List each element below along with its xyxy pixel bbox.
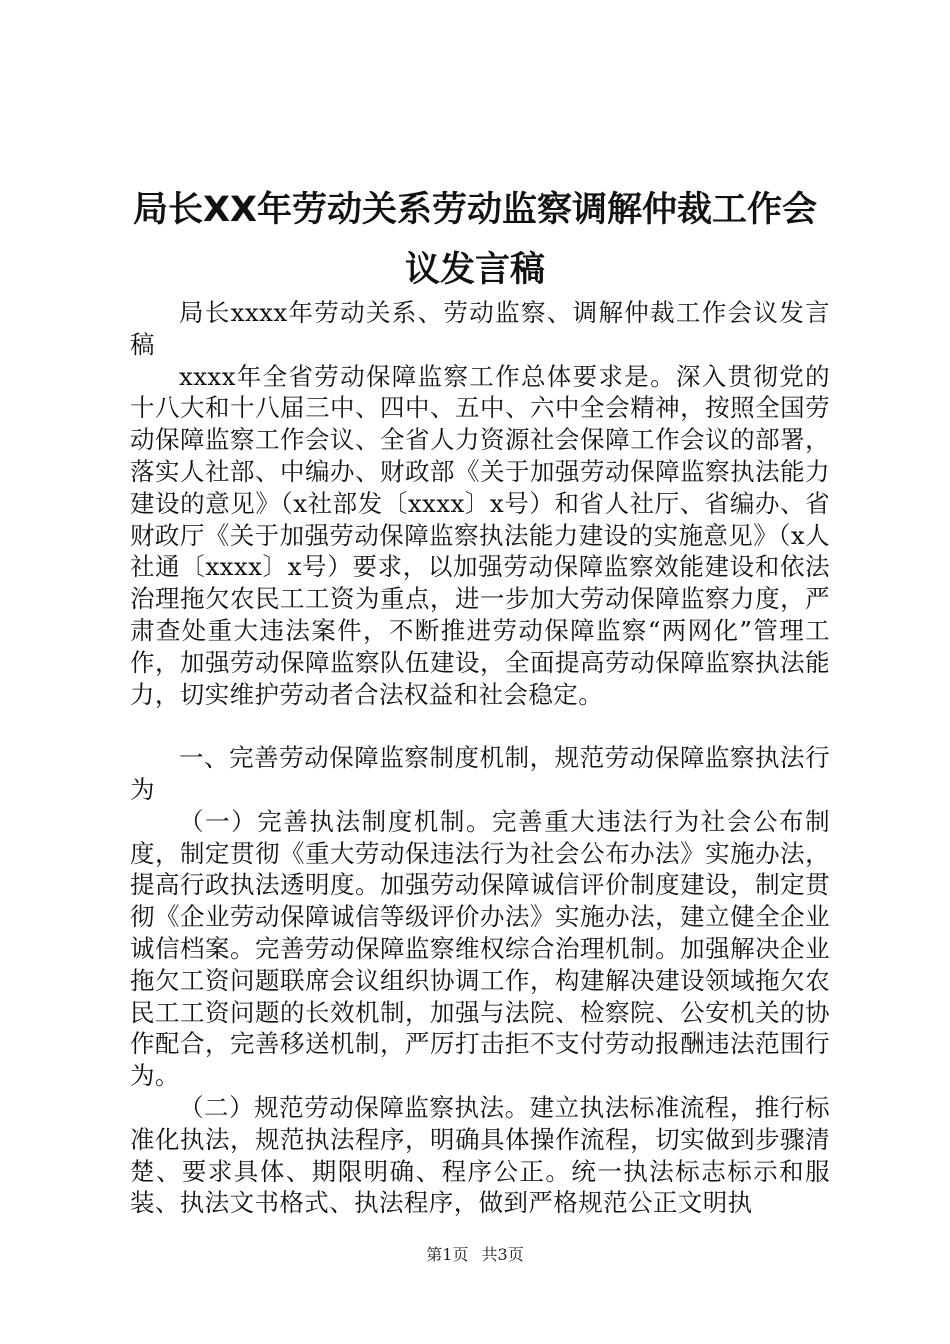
page-number: 第1页 (426, 1245, 469, 1264)
paragraph-subsection-2: （二）规范劳动保障监察执法。建立执法标准流程，推行标准化执法，规范执法程序，明确具体操作流程，切实做到步骤清楚、要求具体、期限明确、程序公正。统一执法标志标示和服装、执法文书格式、执法程序，做到严格规范公正文明执 (130, 1092, 830, 1218)
paragraph-subsection-1: （一）完善执法制度机制。完善重大违法行为社会公布制度，制定贯彻《重大劳动保违法行为社会公布办法》实施办法，提高行政执法透明度。加强劳动保障诚信评价制度建设，制定贯彻《企业劳动保障诚信等级评价办法》实施办法，建立健全企业诚信档案。完善劳动保障监察维权综合治理机制。加强解决企业拖欠工资问题联席会议组织协调工作，构建解决建设领域拖欠农民工工资问题的长效机制，加强与法院、检察院、公安机关的协作配合，完善移送机制，严厉打击拒不支付劳动报酬违法范围行为。 (130, 806, 830, 1091)
document-body (130, 297, 830, 1219)
document-title-line-2: 议发言稿 (404, 250, 545, 290)
paragraph-section-heading-1: 一、完善劳动保障监察制度机制，规范劳动保障监察执法行为 (130, 743, 830, 804)
document-title-line-1: 局长XX年劳动关系劳动监察调解仲裁工作会 (133, 190, 817, 230)
paragraph-subtitle: 局长xxxx年劳动关系、劳动监察、调解仲裁工作会议发言稿 (130, 298, 830, 359)
page-total: 共3页 (481, 1245, 524, 1264)
page-footer (0, 1245, 950, 1265)
paragraph-overall-requirements: xxxx年全省劳动保障监察工作总体要求是。深入贯彻党的十八大和十八届三中、四中、五中、六中全会精神，按照全国劳动保障监察工作会议、全省人力资源社会保障工作会议的部署，落实人社部、中编办、财政部《关于加强劳动保障监察执法能力建设的意见》（x社部发〔xxxx〕x号）和省人社厅、省编办、省财政厅《关于加强劳动保障监察执法能力建设的实施意见》（x人社通〔xxxx〕x号）要求，以加强劳动保障监察效能建设和依法治理拖欠农民工工资为重点，进一步加大劳动保障监察力度，严肃查处重大违法案件，不断推进劳动保障监察“两网化”管理工作，加强劳动保障监察队伍建设，全面提高劳动保障监察执法能力，切实维护劳动者合法权益和社会稳定。 (130, 361, 830, 709)
